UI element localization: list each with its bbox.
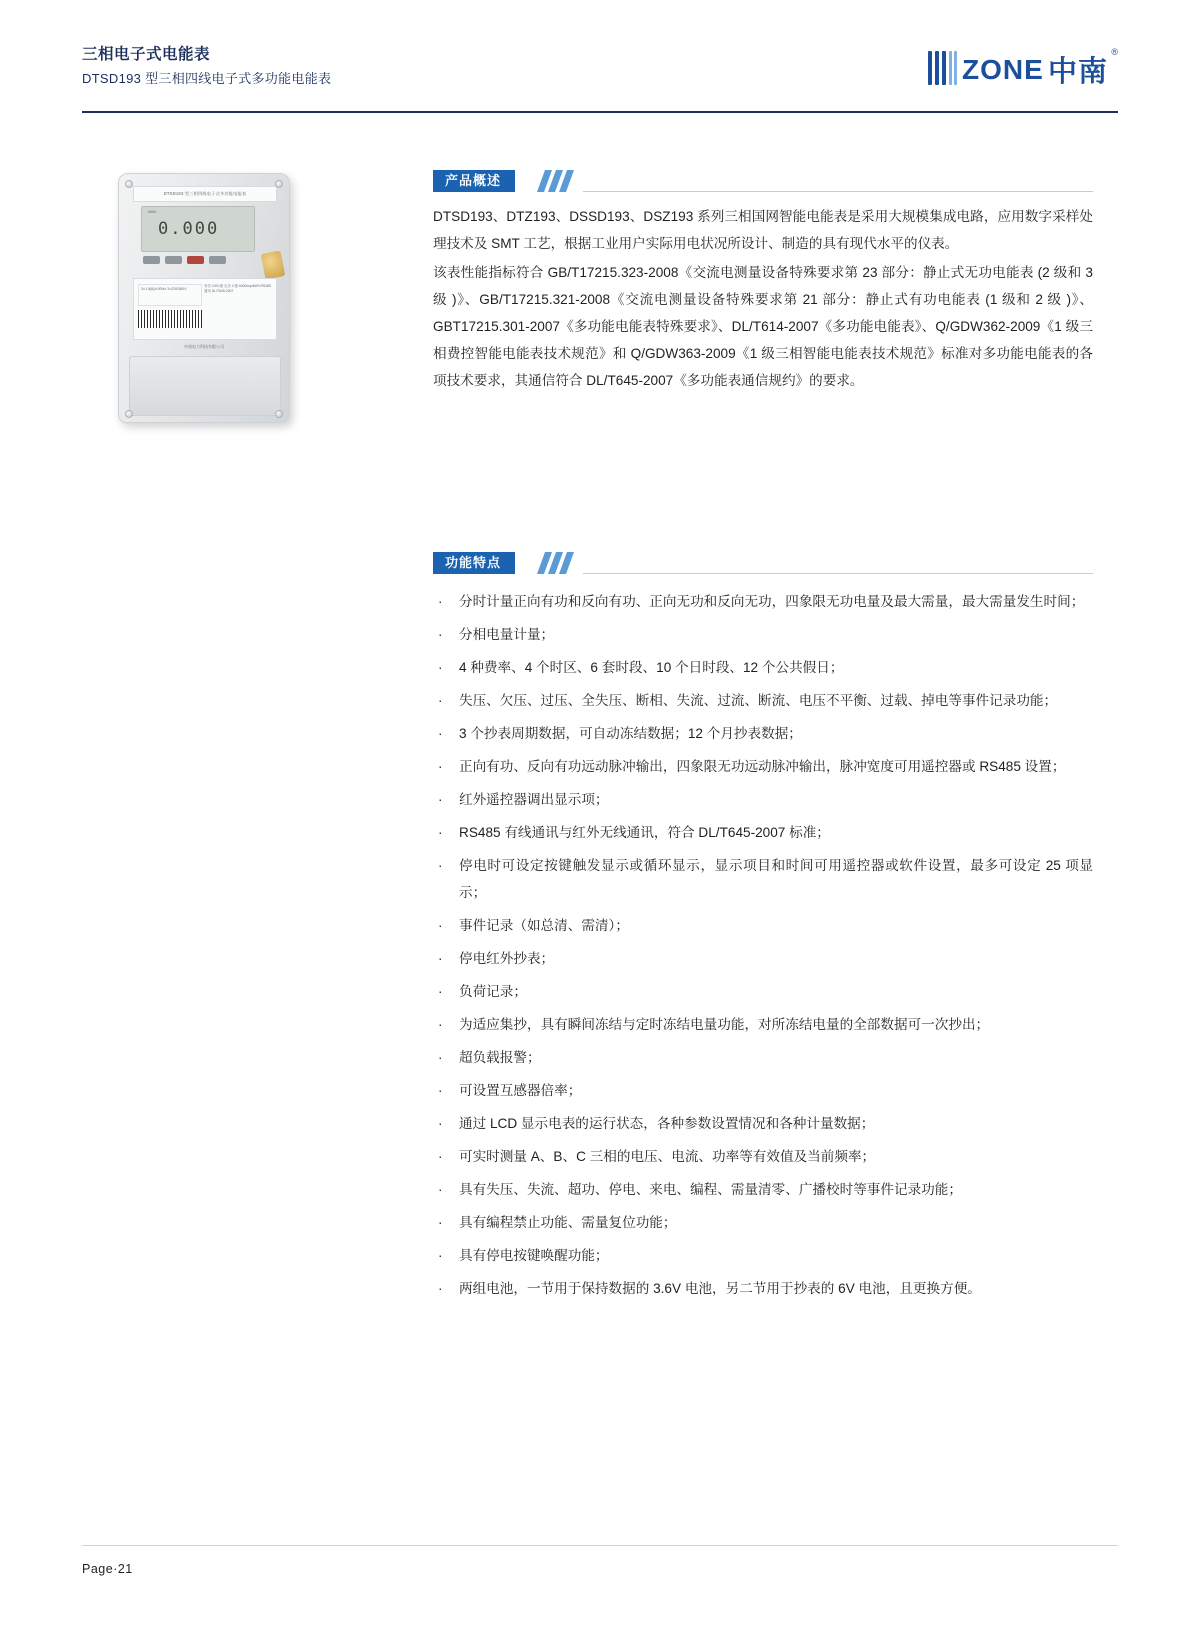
bullet-icon: · <box>438 759 443 774</box>
bullet-icon: · <box>438 1182 443 1197</box>
bullet-icon: · <box>438 627 443 642</box>
list-item-text: 4 种费率、4 个时区、6 套时段、10 个日时段、12 个公共假日； <box>459 660 844 675</box>
bullet-icon: · <box>438 1116 443 1131</box>
list-item <box>433 1275 1093 1302</box>
list-item-text: 两组电池，一节用于保持数据的 3.6V 电池，另二节用于抄表的 6V 电池，且更换方便。 <box>459 1281 981 1296</box>
meter-spec-left: 3×1.5(6)A 50Hz 3×220/380V <box>138 284 202 306</box>
meter-seal-icon <box>261 250 286 279</box>
meter-terminal-cover <box>129 356 281 416</box>
section-heading-overview <box>433 170 1093 192</box>
meter-screw-top-left <box>125 180 133 188</box>
meter-screw-bottom-right <box>275 410 283 418</box>
list-item-text: 负荷记录； <box>459 984 527 999</box>
meter-button-1 <box>143 256 160 264</box>
bullet-icon: · <box>438 1215 443 1230</box>
overview-text <box>433 203 1093 396</box>
meter-screw-bottom-left <box>125 410 133 418</box>
bullet-icon: · <box>438 918 443 933</box>
bullet-icon: · <box>438 825 443 840</box>
list-item <box>433 687 1093 714</box>
list-item <box>433 912 1093 939</box>
section-heading-features-rule <box>583 573 1093 574</box>
page-header <box>0 0 1200 112</box>
meter-barcode <box>138 310 202 328</box>
list-item-text: 分时计量正向有功和反向有功、正向无功和反向无功，四象限无功电量及最大需量，最大需量发生时间； <box>459 594 1085 609</box>
meter-button-4 <box>209 256 226 264</box>
list-item <box>433 945 1093 972</box>
list-item <box>433 588 1093 615</box>
meter-top-label: DTSD193 型三相四线电子式多功能电能表 <box>133 186 277 202</box>
meter-nameplate <box>133 278 277 340</box>
list-item <box>433 1176 1093 1203</box>
bullet-icon: · <box>438 594 443 609</box>
footer-divider <box>82 1545 1118 1546</box>
bullet-icon: · <box>438 1017 443 1032</box>
list-item-text: 具有停电按键唤醒功能； <box>459 1248 609 1263</box>
list-item-text: 为适应集抄，具有瞬间冻结与定时冻结电量功能，对所冻结电量的全部数据可一次抄出； <box>459 1017 990 1032</box>
bullet-icon: · <box>438 660 443 675</box>
list-item-text: 失压、欠压、过压、全失压、断相、失流、过流、断流、电压不平衡、过载、掉电等事件记录功能； <box>459 693 1058 708</box>
list-item-text: 停电红外抄表； <box>459 951 555 966</box>
list-item <box>433 654 1093 681</box>
meter-lcd-screen <box>141 206 255 252</box>
list-item-text: 3 个抄表周期数据，可自动冻结数据；12 个月抄表数据； <box>459 726 802 741</box>
meter-brand-text: 中南电力科技有限公司 <box>184 344 224 349</box>
meter-lcd-value: 0.000 <box>158 219 220 239</box>
bullet-icon: · <box>438 1149 443 1164</box>
section-heading-features-slashes <box>541 552 575 574</box>
zone-logo-icon <box>928 47 1056 89</box>
bullet-icon: · <box>438 1281 443 1296</box>
overview-paragraph-1: DTSD193、DTZ193、DSSD193、DSZ193 系列三相国网智能电能表是采用大规模集成电路，应用数字采样处理技术及 SMT 工艺，根据工业用户实际用电状况所设计、制造的具有现代水平的仪表。 <box>433 209 1093 251</box>
section-heading-features <box>433 552 1093 574</box>
bullet-icon: · <box>438 693 443 708</box>
bullet-icon: · <box>438 1248 443 1263</box>
meter-lcd-unit: kWh <box>148 209 156 214</box>
meter-button-3 <box>187 256 204 264</box>
list-item-text: 具有失压、失流、超功、停电、来电、编程、需量清零、广播校时等事件记录功能； <box>459 1182 962 1197</box>
meter-button-row <box>141 256 253 265</box>
list-item-text: 可实时测量 A、B、C 三相的电压、电流、功率等有效值及当前频率； <box>459 1149 876 1164</box>
section-heading-overview-slashes <box>541 170 575 192</box>
header-divider <box>82 111 1118 113</box>
list-item <box>433 1143 1093 1170</box>
list-item <box>433 1011 1093 1038</box>
meter-spec-right: 有功 0.5S 级 无功 2 级 6400imp/kWh RS485 通讯 DL/T645-2007 <box>204 284 271 293</box>
logo-registered-mark: ® <box>1111 47 1118 57</box>
list-item-text: 具有编程禁止功能、需量复位功能； <box>459 1215 677 1230</box>
page-subtitle: DTSD193 型三相四线电子式多功能电能表 <box>82 71 332 86</box>
meter-screw-top-right <box>275 180 283 188</box>
list-item <box>433 753 1093 780</box>
bullet-icon: · <box>438 984 443 999</box>
meter-button-2 <box>165 256 182 264</box>
list-item <box>433 1242 1093 1269</box>
list-item-text: 正向有功、反向有功远动脉冲输出，四象限无功远动脉冲输出，脉冲宽度可用遥控器或 RS485 设置； <box>459 759 1066 774</box>
section-heading-overview-label: 产品概述 <box>433 170 515 192</box>
bullet-icon: · <box>438 726 443 741</box>
list-item <box>433 819 1093 846</box>
overview-paragraph-2: 该表性能指标符合 GB/T17215.323-2008《交流电测量设备特殊要求第 23 部分：静止式无功电能表 (2 级和 3 级 )》、GB/T17215.321-2008《交流电测量设备特殊要求第 21 部分：静止式有功电能表 (1 级和 2 级 )》、GBT17215.301-2007《多功能电能表特殊要求》、DL/T614-2007《多功能电能表》、Q/GDW362-2009《1 级三相费控智能电能表技术规范》和 Q/GDW363-2009《1 级三相智能电能表技术规范》标准对多功能电能表的各项技术要求，其通信符合 DL/T645-2007《多功能表通信规约》的要求。 <box>433 265 1093 388</box>
page-number: Page·21 <box>82 1562 133 1576</box>
list-item <box>433 1077 1093 1104</box>
section-heading-features-label: 功能特点 <box>433 552 515 574</box>
list-item-text: 停电时可设定按键触发显示或循环显示，显示项目和时间可用遥控器或软件设置，最多可设定 25 项显示； <box>459 858 1093 900</box>
list-item <box>433 786 1093 813</box>
list-item <box>433 1110 1093 1137</box>
list-item <box>433 720 1093 747</box>
bullet-icon: · <box>438 951 443 966</box>
bullet-icon: · <box>438 1050 443 1065</box>
list-item-text: RS485 有线通讯与红外无线通讯，符合 DL/T645-2007 标准； <box>459 825 830 840</box>
page-title: 三相电子式电能表 <box>82 46 211 63</box>
bullet-icon: · <box>438 792 443 807</box>
svg-text:ZONE: ZONE <box>962 54 1044 85</box>
list-item <box>433 978 1093 1005</box>
list-item <box>433 621 1093 648</box>
list-item-text: 通过 LCD 显示电表的运行状态，各种参数设置情况和各种计量数据； <box>459 1116 875 1131</box>
header-title-block <box>82 44 331 90</box>
list-item-text: 红外遥控器调出显示项； <box>459 792 609 807</box>
list-item <box>433 852 1093 906</box>
features-list <box>433 588 1093 1308</box>
electric-meter-illustration <box>118 173 290 423</box>
bullet-icon: · <box>438 858 443 873</box>
product-photo <box>110 165 325 430</box>
list-item-text: 事件记录（如总清、需清）； <box>459 918 629 933</box>
list-item-text: 可设置互感器倍率； <box>459 1083 582 1098</box>
list-item-text: 超负载报警； <box>459 1050 541 1065</box>
list-item-text: 分相电量计量； <box>459 627 555 642</box>
company-logo <box>928 45 1118 95</box>
section-heading-overview-rule <box>583 191 1093 192</box>
bullet-icon: · <box>438 1083 443 1098</box>
list-item <box>433 1044 1093 1071</box>
logo-chinese-text: 中南 <box>1047 54 1108 88</box>
list-item <box>433 1209 1093 1236</box>
